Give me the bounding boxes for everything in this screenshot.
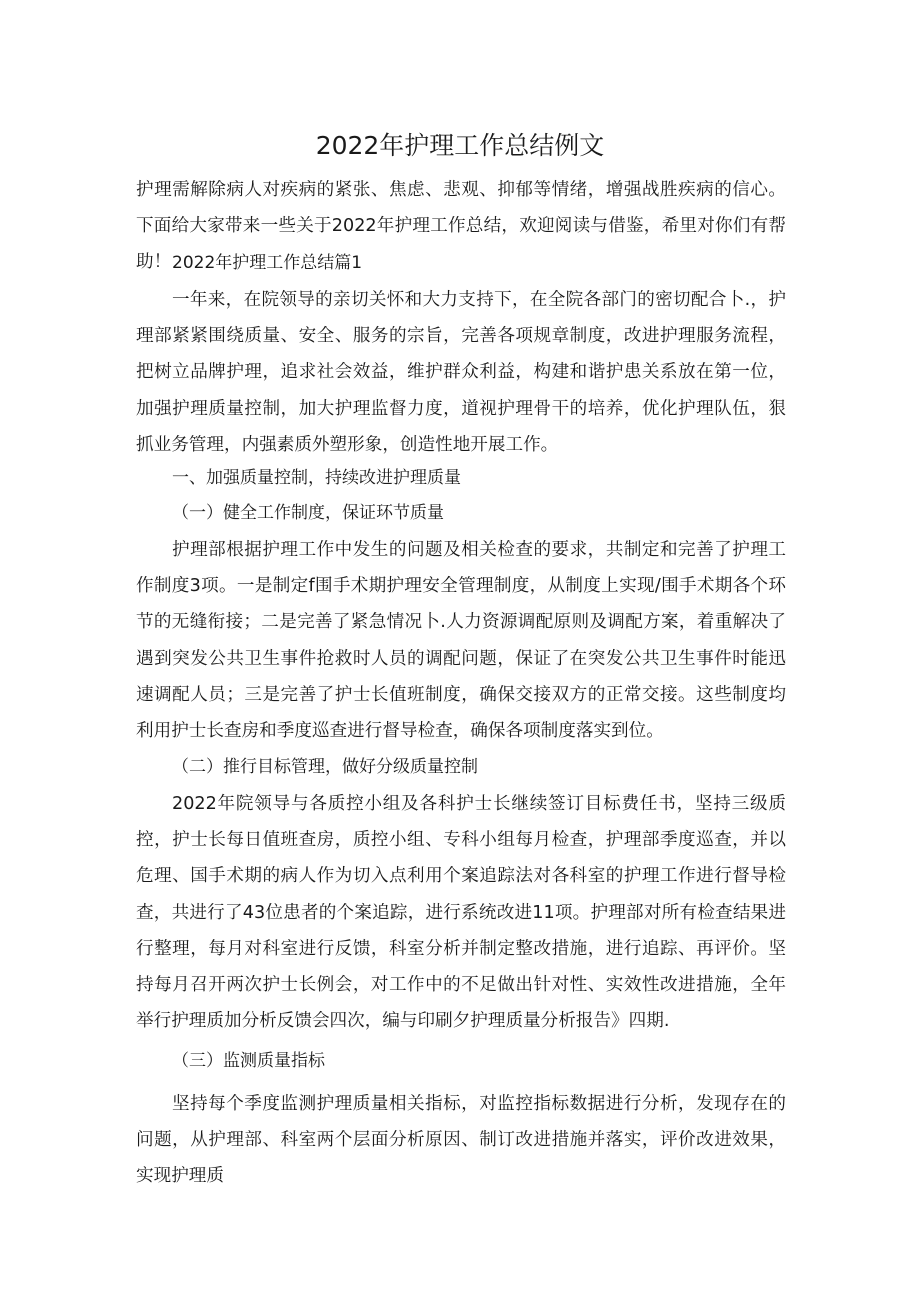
paragraph-overview: 一年来，在院领导的亲切关怀和大力支持下，在全院各部门的密切配合卜.，护理部紧紧围绕质量、安全、服务的宗旨，完善各项规章制度，改进护理服务流程，把树立品牌护理，追求社会效益，维护群众利益，构建和谐护患关系放在第一位，加强护理质量控制，加大护理监督力度，道视护理骨干的培养，优化护理队伍，狠抓业务管理，内强素质外塑形象，创造性地开展工作。 [136,290,786,455]
subsection-heading-2: （二）推行目标管理，做好分级质量控制 [172,757,478,777]
document-title: 2022年护理工作总结例文 [315,131,605,160]
subsection-heading-1: （一）健全工作制度，保证环节质量 [172,503,444,523]
paragraph-work-system: 护理部根据护理工作中发生的问题及相关检查的要求，共制定和完善了护理工作制度3项。一是制定f围手术期护理安全管理制度，从制度上实现/围手术期各个环节的无缝衔接；二是完善了紧急情况卜.人力资源调配原则及调配方案，着重解决了遇到突发公共卫生事件抢救时人员的调配问题，保证了在突发公共卫生事件时能迅速调配人员；三是完善了护士长值班制度，确保交接双方的正常交接。这些制度均利用护士长查房和季度巡查进行督导检查，确保各项制度落实到位。 [136,540,786,742]
paragraph-quality-indicators: 坚持每个季度监测护理质量相关指标，对监控指标数据进行分析，发现存在的问题，从护理部、科室两个层面分析原因、制订改进措施并落实，评价改进效果，实现护理质 [136,1094,786,1187]
intro-paragraph: 护理需解除病人对疾病的紧张、焦虑、悲观、抑郁等情绪，增强战胜疾病的信心。下面给大家带来一些关于2022年护理工作总结，欢迎阅读与借鉴，希里对你们有帮助！ [136,180,786,273]
subsection-heading-3: （三）监测质量指标 [172,1051,325,1071]
paragraph-target-management: 2022年院领导与各质控小组及各科护士长继续签订目标费任书，坚持三级质控，护士长每日值班查房，质控小组、专科小组每月检查，护理部季度巡查，并以危理、国手术期的病人作为切入点利用个案追踪法对各科室的护理工作进行督导检查，共进行了43位患者的个案追踪，进行系统改进11项。护理部对所有检查结果进行整理，每月对科室进行反馈，科室分析并制定整改措施，进行追踪、再评价。坚持每月召开两次护士长例会，对工作中的不足做出针对性、实效性改进措施，全年举行护理质加分析反馈会四次，编与印刷夕护理质量分析报告》四期. [136,794,786,1032]
chapter-heading: 2022年护理工作总结篇1 [172,253,363,273]
section-heading-1: 一、加强质量控制，持续改进护理质量 [172,468,461,488]
